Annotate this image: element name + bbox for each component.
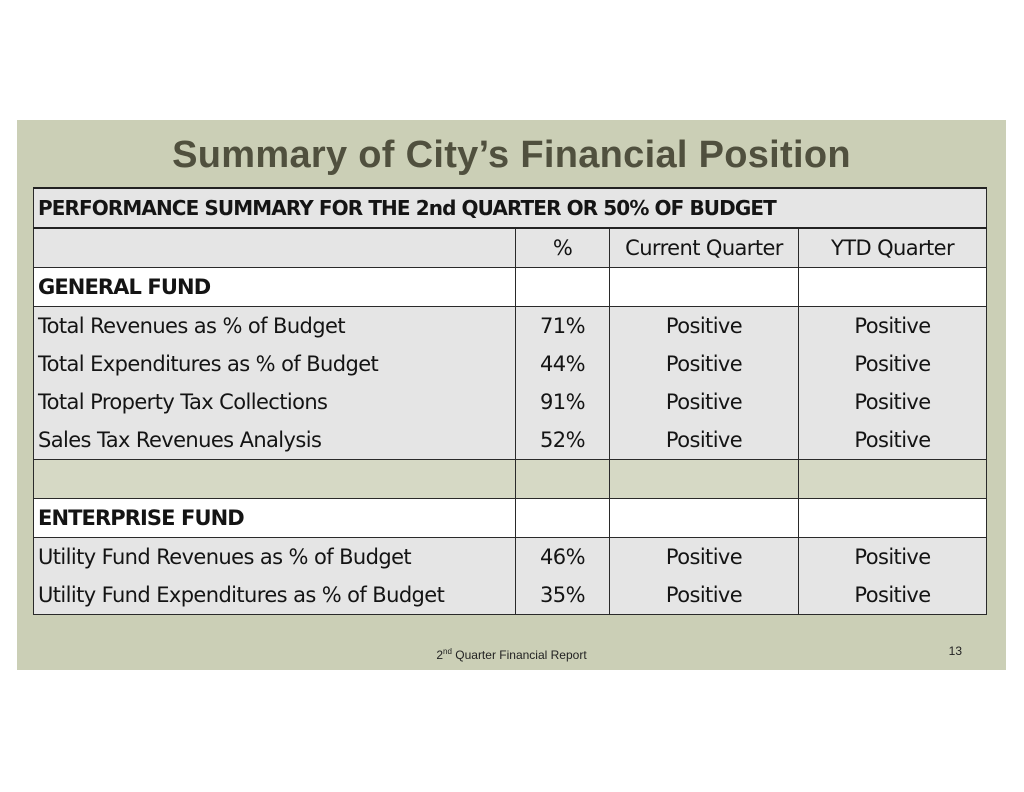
- table-row: [34, 307, 987, 346]
- row-percent: 91%: [516, 383, 610, 421]
- page-title: Summary of City’s Financial Position: [172, 134, 851, 176]
- column-header-percent: %: [516, 228, 610, 268]
- empty-cell: [799, 268, 987, 307]
- empty-cell: [610, 268, 799, 307]
- row-ytd-quarter: Positive: [799, 307, 987, 346]
- section-row-enterprise-fund: [34, 499, 987, 538]
- row-label: Utility Fund Expenditures as % of Budget: [34, 576, 516, 615]
- row-ytd-quarter: Positive: [799, 345, 987, 383]
- row-percent: 52%: [516, 421, 610, 460]
- row-percent: 46%: [516, 538, 610, 577]
- row-current-quarter: Positive: [610, 383, 799, 421]
- row-percent: 44%: [516, 345, 610, 383]
- empty-cell: [610, 460, 799, 499]
- table-row: [34, 538, 987, 577]
- section-row-general-fund: [34, 268, 987, 307]
- empty-cell: [799, 499, 987, 538]
- table-header-row: [34, 188, 987, 228]
- row-current-quarter: Positive: [610, 421, 799, 460]
- spacer-row: [34, 460, 987, 499]
- row-percent: 35%: [516, 576, 610, 615]
- row-label: Total Expenditures as % of Budget: [34, 345, 516, 383]
- footer-quarter-number: 2: [436, 648, 444, 662]
- row-current-quarter: Positive: [610, 538, 799, 577]
- row-current-quarter: Positive: [610, 576, 799, 615]
- page-number: 13: [948, 644, 962, 658]
- column-header-label: [34, 228, 516, 268]
- column-header-ytd-quarter: YTD Quarter: [799, 228, 987, 268]
- row-ytd-quarter: Positive: [799, 421, 987, 460]
- footer-quarter-suffix: nd: [443, 647, 452, 656]
- empty-cell: [516, 460, 610, 499]
- row-label: Total Revenues as % of Budget: [34, 307, 516, 346]
- row-ytd-quarter: Positive: [799, 576, 987, 615]
- empty-cell: [34, 460, 516, 499]
- row-label: Sales Tax Revenues Analysis: [34, 421, 516, 460]
- table-header: PERFORMANCE SUMMARY FOR THE 2nd QUARTER OR 50% OF BUDGET: [34, 188, 987, 228]
- section-label: ENTERPRISE FUND: [34, 499, 516, 538]
- empty-cell: [516, 499, 610, 538]
- footer-report-title: [17, 647, 1006, 662]
- row-current-quarter: Positive: [610, 345, 799, 383]
- table-row: [34, 576, 987, 615]
- empty-cell: [610, 499, 799, 538]
- footer-text: Quarter Financial Report: [451, 648, 587, 662]
- section-label: GENERAL FUND: [34, 268, 516, 307]
- performance-summary-table: [33, 187, 987, 615]
- row-label: Utility Fund Revenues as % of Budget: [34, 538, 516, 577]
- row-ytd-quarter: Positive: [799, 383, 987, 421]
- row-percent: 71%: [516, 307, 610, 346]
- row-current-quarter: Positive: [610, 307, 799, 346]
- empty-cell: [516, 268, 610, 307]
- empty-cell: [799, 460, 987, 499]
- table-row: [34, 383, 987, 421]
- table-row: [34, 345, 987, 383]
- slide: [17, 120, 1006, 670]
- column-header-row: [34, 228, 987, 268]
- table-row: [34, 421, 987, 460]
- row-label: Total Property Tax Collections: [34, 383, 516, 421]
- row-ytd-quarter: Positive: [799, 538, 987, 577]
- column-header-current-quarter: Current Quarter: [610, 228, 799, 268]
